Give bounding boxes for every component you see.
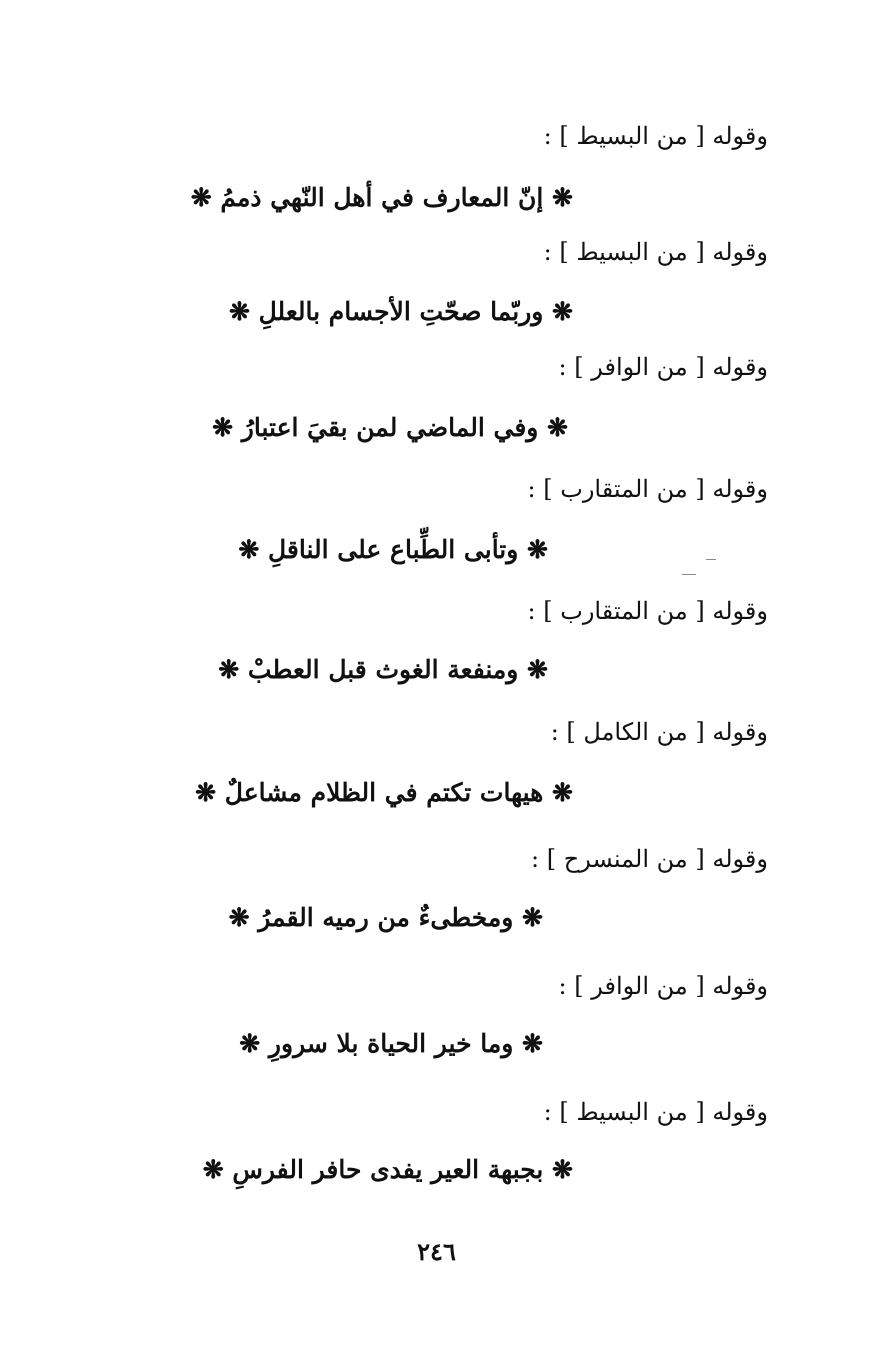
- verse-intro: وقوله [ من البسيط ] :: [543, 1098, 768, 1126]
- verse-line: ❋ وفي الماضي لمن بقيَ اعتبارُ ❋: [212, 413, 568, 442]
- verse-intro: وقوله [ من المنسرح ] :: [531, 845, 768, 873]
- scan-speck: [706, 559, 716, 560]
- verse-intro: وقوله [ من البسيط ] :: [543, 122, 768, 150]
- scan-speck: [682, 574, 696, 575]
- verse-intro: وقوله [ من الوافر ] :: [558, 353, 768, 381]
- verse-line: ❋ وربّما صحّتِ الأجسام بالعللِ ❋: [228, 297, 573, 326]
- verse-line: ❋ ومخطىءٌ من رميه القمرُ ❋: [228, 903, 543, 932]
- verse-intro: وقوله [ من المتقارب ] :: [527, 597, 768, 625]
- verse-line: ❋ إنّ المعارف في أهل النّهي ذممُ ❋: [190, 183, 573, 212]
- verse-intro: وقوله [ من البسيط ] :: [543, 238, 768, 266]
- verse-line: ❋ وما خير الحياة بلا سرورِ ❋: [239, 1029, 543, 1058]
- verse-line: ❋ هيهات تكتم في الظلام مشاعلٌ ❋: [195, 778, 573, 807]
- verse-intro: وقوله [ من المتقارب ] :: [527, 475, 768, 503]
- verse-line: ❋ وتأبى الطِّباع على الناقلِ ❋: [238, 535, 548, 564]
- verse-line: ❋ ومنفعة الغوث قبل العطبْ ❋: [218, 655, 548, 684]
- page-number: ٢٤٦: [417, 1237, 456, 1266]
- verse-line: ❋ بجبهة العير يفدى حافر الفرسِ ❋: [202, 1155, 573, 1184]
- verse-intro: وقوله [ من الكامل ] :: [550, 718, 768, 746]
- verse-intro: وقوله [ من الوافر ] :: [558, 972, 768, 1000]
